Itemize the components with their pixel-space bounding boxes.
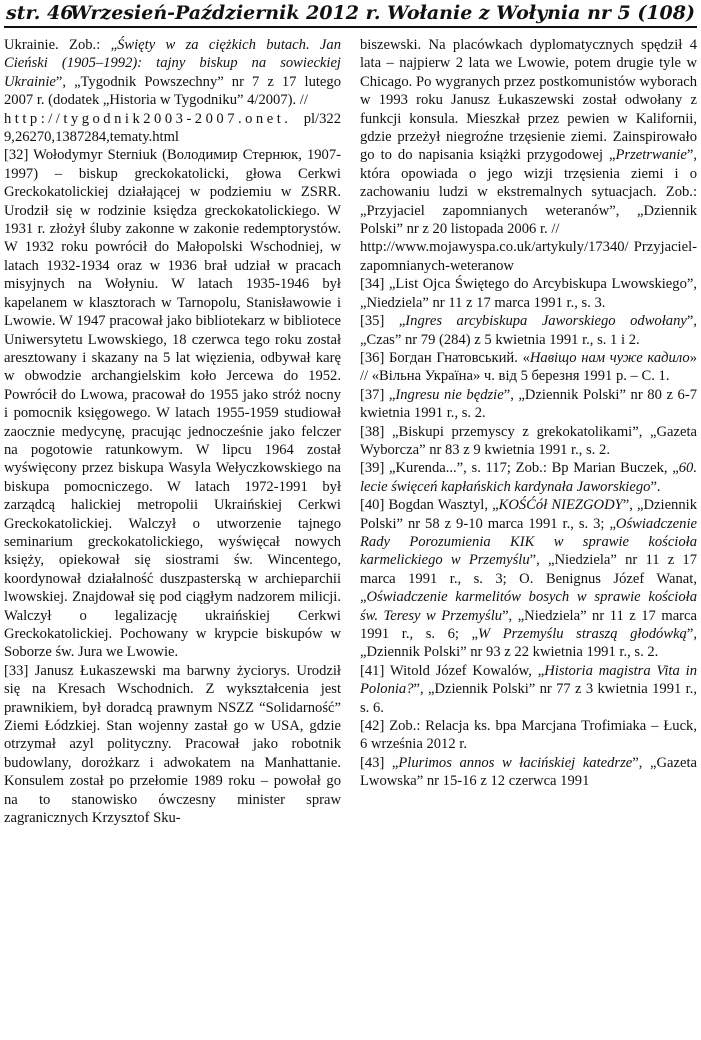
text-run: ”, która opowiada o jego wizji trzęsienia ziemi i o zachowaniu ludzi w ekstremalnych sytuacjach. Zob.: „Przyjaciel zapomnianych weteranów”, „Dziennik Polski” nr z 20 listopada 2006 r. // <box>360 147 697 238</box>
text-run: biszewski. Na placówkach dyplomatycznych spędził 4 lata – najpierw 2 lata we Lwowie, potem drugie tyle w Chicago. Po wygranych przez postkomunistów wyborach w 1993 roku Janusz Łukaszewski został odwołany z funkcji konsula. Mieszkał przez pewien w Kalifornii, gdzie przeżył niegroźne trzęsienie ziemi. Zainspirowało go to do napisania książki przygodowej „ <box>360 37 697 164</box>
header-rule <box>4 26 697 28</box>
text-run: [37] „ <box>360 386 396 403</box>
text-run: ”, „Dziennik Polski” nr 77 z 3 kwietnia 1991 r., s. 6. <box>360 681 697 716</box>
text-run: [43] „ <box>360 754 399 771</box>
text-run: [41] Witold Józef Kowalów, „ <box>360 662 545 679</box>
footnote-url[interactable] <box>4 110 341 147</box>
italic-title: Oświadczenie Rady Porozumienia KIK w sprawie kościoła karmelickiego w Przemyślu <box>360 515 697 569</box>
italic-title: KOŚĆół NIEZGODY <box>498 497 623 514</box>
footnote-paragraph <box>360 459 697 496</box>
text-run: [38] „Biskupi przemyscy z grekokatolikami”, „Gazeta Wyborcza” nr 83 z 9 kwietnia 1991 r., s. 2. <box>360 423 697 458</box>
text-run: [32] Wołodymyr Sterniuk (Володимир Стернюк, 1907-1997) – biskup greckokatolicki, głowa Cerkwi Greckokatolickiej działającej w podziemiu w ZSRR. Urodził się w rodzinie księdza greckokatolickiego. W 1931 r. złożył śluby zakonne w zakonie redemptorystów. W 1932 roku powrócił do Małopolski Wschodniej, w latach 1932-1934 oraz w 1936 brał udział w pracach misyjnych na Wołyniu. W latach 1935-1946 był kapelanem w klasztorach w Tarnopolu, Stanisławowie i Lwowie. W 1947 pracował jako bibliotekarz w bibliotece Uniwersytetu Lwowskiego, 18 czerwca tego roku został aresztowany i skazany na 5 lat więzienia, odbywał karę w obwodzie archangielskim koło Jercewa do 1952. Powrócił do Lwowa, pracował do 1955 jako stróż nocny i pomocnik księgowego. W latach 1955-1959 studiował zaocznie medycynę, pracując jednocześnie jako felczer na pogotowie ratunkowym. W lipcu 1964 został wyświęcony przez biskupa Wasyla Wełyczkowskiego na biskupa pomocniczego. W latach 1972-1991 był zarządcą halickiej metropolii Ukraińskiej Cerkwi Greckokatolickiej. Walczył o utworzenie tajnego seminarium greckokatolickiego, wyświęcał nowych księży, opiekował się siostrami św. Wincentego, koordynował działalność duszpasterską w archieparchii lwowskiej. Znajdował się pod ciągłym nadzorem milicji. Walczył o legalizację ukraińskiej Cerkwi Greckokatolickiej. Pochowany w krypcie biskupów w Soborze św. Jura we Lwowie. <box>4 147 341 661</box>
italic-title: Oświadczenie karmelitów bosych w sprawie kościoła św. Teresy w Przemyślu <box>360 589 697 624</box>
footnote-paragraph <box>360 275 697 312</box>
text-run: ”, „Dziennik Polski” nr 58 z 9-10 marca 1991 r., s. 3; „ <box>360 497 697 532</box>
page-header <box>4 0 697 30</box>
footnote-paragraph <box>360 349 697 386</box>
footnote-paragraph <box>360 496 697 662</box>
footnote-paragraph <box>360 717 697 754</box>
page-number: str. 46 <box>6 2 74 24</box>
italic-title: W Przemyślu straszą głodówką <box>478 626 687 642</box>
text-run: ”, „Gazeta Lwowska” nr 15-16 z 12 czerwca 1991 <box>360 754 697 790</box>
footnote-paragraph <box>360 662 697 717</box>
text-run: pl/3229,26270,1387284,tematy.html <box>4 110 341 146</box>
footnote-paragraph <box>360 312 697 349</box>
text-run: http://www.mojawyspa.co.uk/artykuly/17340/ Przyjaciel-zapomnianych-weteranow <box>360 239 697 274</box>
left-column <box>4 36 341 1038</box>
text-run: [34] „List Ojca Świętego do Arcybiskupa Lwowskiego”, „Niedziela” nr 11 z 17 marca 1991 r., s. 3. <box>360 276 697 311</box>
italic-title: Przetrwanie <box>615 147 687 164</box>
text-run: » // «Вільна Україна» ч. від 5 березня 1991 р. – С. 1. <box>360 349 697 385</box>
italic-title: Plurimos annos w łacińskiej katedrze <box>398 754 633 771</box>
text-run: http://tygodnik2003-2007.onet. <box>4 110 292 127</box>
italic-title: 60. lecie święceń kapłańskich kardynała Jaworskiego <box>360 460 697 495</box>
text-run: [40] Bogdan Wasztyl, „ <box>360 497 499 514</box>
text-run: [42] Zob.: Relacja ks. bpa Marcjana Trofimiaka – Łuck, 6 września 2012 r. <box>360 718 697 753</box>
text-run: ”, „Niedziela” nr 11 z 17 marca 1991 r., s. 6; „ <box>360 607 697 642</box>
right-column <box>360 36 697 1038</box>
text-run: [33] Janusz Łukaszewski ma barwny życiorys. Urodził się na Kresach Wschodnich. Z wykształcenia jest prawnikiem, był doradcą prawnym NSZZ “Solidarność” Ziemi Łódzkiej. Stan wojenny zastał go w USA, gdzie otrzymał azyl polityczny. Pracował jako robotnik budowlany, dorożkarz i adwokatem na Manhattanie. Konsulem został po przełomie 1989 roku – powołał go na to stanowisko ówczesny minister spraw zagranicznych Krzysztof Sku- <box>4 662 341 827</box>
footnote-paragraph <box>360 423 697 460</box>
italic-title: Ingres arcybiskupa Jaworskiego odwołany <box>405 313 687 330</box>
text-run: ”. <box>650 478 661 495</box>
footnote-paragraph <box>4 146 341 661</box>
text-run: [39] „Kurenda...”, s. 117; Zob.: Bp Marian Buczek, „ <box>360 460 679 477</box>
italic-title: Historia magistra Vita in Polonia? <box>360 662 697 698</box>
text-run: ”, „Czas” nr 79 (284) z 5 kwietnia 1991 r., s. 1 i 2. <box>360 313 697 348</box>
footnote-paragraph <box>4 36 341 110</box>
footnote-paragraph <box>360 36 697 238</box>
text-run: ”, „Niedziela” nr 11 z 17 marca 1991 r., s. 3; O. Benignus Józef Wanat, „ <box>360 552 697 606</box>
italic-title: Навіщо нам чуже кадило <box>529 349 690 366</box>
text-run: ”, „Tygodnik Powszechny” nr 7 z 17 lutego 2007 r. (dodatek „Historia w Tygodniku” 4/2007). // <box>4 73 341 109</box>
footnote-paragraph <box>4 662 341 828</box>
text-run: ”, „Dziennik Polski” nr 93 z 22 kwietnia 1991 r., s. 2. <box>360 626 697 661</box>
running-title: Wrzesień-Październik 2012 r. Wołanie z Wołynia nr 5 (108) <box>69 2 695 24</box>
text-run: Ukrainie. Zob.: „ <box>4 37 118 53</box>
text-run: ”, „Dziennik Polski” nr 80 z 6-7 kwietnia 1991 r., s. 2. <box>360 386 697 422</box>
italic-title: Ingresu nie będzie <box>395 386 504 403</box>
text-run: [36] Богдан Гнатовський. « <box>360 349 530 366</box>
footnote-paragraph <box>360 754 697 791</box>
footnote-paragraph <box>360 386 697 423</box>
italic-title: Święty w za ciężkich butach. Jan Cieński (1905–1992): tajny biskup na sowieckiej Ukrainie <box>4 37 341 90</box>
footnote-url[interactable] <box>360 238 697 275</box>
text-run: [35] „ <box>360 313 406 330</box>
